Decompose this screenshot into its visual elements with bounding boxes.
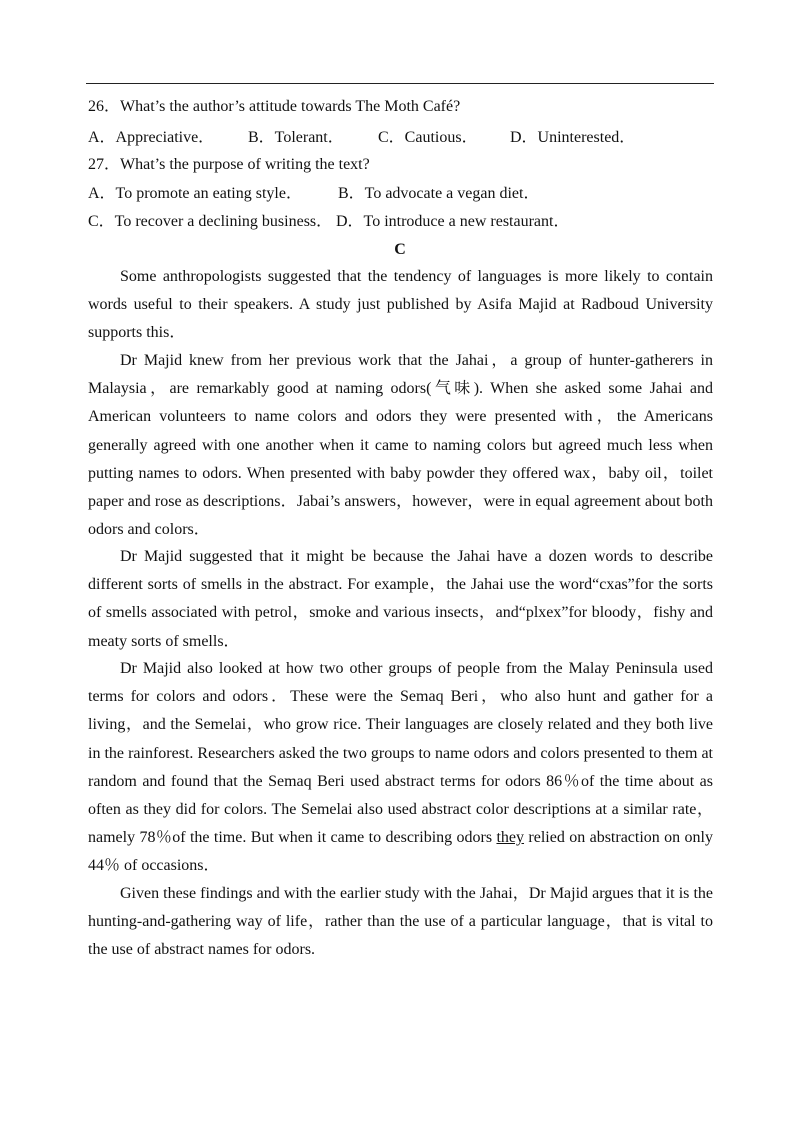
passage-paragraph-4 [88,655,713,881]
passage-paragraph-5: Given these findings and with the earlier study with the Jahai，Dr Majid argues that it is the hunting-and-gathering way of life，rather than the use of a particular language，that is vital to the use of abstract names for odors. [88,885,713,959]
question-27-option-b: B．To advocate a vegan diet． [338,185,540,202]
question-27-option-d: D．To introduce a new restaurant． [336,213,570,230]
section-heading: C [394,241,406,258]
passage-paragraph-2: Dr Majid knew from her previous work that the Jahai，a group of hunter-gatherers in Malaysia，are remarkably good at naming odors(气味). When she asked some Jahai and American volunteers to name colors and odors they were presented with，the Americans generally agreed with one another when it came to naming colors but agreed much less when putting names to odors. When presented with baby powder they offered wax，baby oil，toilet paper and rose as descriptions．Jabai’s answers，however，were in equal agreement about both odors and colors． [88,352,713,539]
question-27-stem: 27．What’s the purpose of writing the text? [88,156,370,173]
question-26-stem: 26．What’s the author’s attitude towards The Moth Café? [88,98,461,115]
paragraph-4-text-before: Dr Majid also looked at how two other groups of people from the Malay Peninsula used terms for colors and odors．These were the Semaq Beri，who also hunt and gather for a living，and the Semelai，who grow rice. Their languages are closely related and they both live in the rainforest. Researchers asked the two groups to name odors and colors presented to them at random and found that the Semaq Beri used abstract terms for odors 86％of the time about as often as they did for colors. The Semelai also used abstract color descriptions at a similar rate，namely 78％of the time. But when it came to describing odors [88,660,713,847]
question-26-option-a: A．Appreciative． [88,129,215,146]
question-26-option-c: C．Cautious． [378,129,478,146]
question-27-option-c: C．To recover a declining business． [88,213,333,230]
paragraph-4-text-after: relied on abstraction on only 44％ of occasions． [88,829,713,875]
passage-paragraph-3: Dr Majid suggested that it might be because the Jahai have a dozen words to describe different sorts of smells in the abstract. For example，the Jahai use the word“cxas”for the sorts of smells associated with petrol，smoke and various insects，and“plxex”for bloody，fishy and meaty sorts of smells． [88,548,713,650]
header-rule [86,83,714,84]
question-26-option-d: D．Uninterested． [510,129,636,146]
passage-paragraph-1: Some anthropologists suggested that the tendency of languages is more likely to contain words useful to their speakers. A study just published by Asifa Majid at Radboud University supports this． [88,268,713,342]
underlined-word-they: they [496,829,525,847]
question-26-option-b: B．Tolerant． [248,129,344,146]
question-27-option-a: A．To promote an eating style． [88,185,302,202]
